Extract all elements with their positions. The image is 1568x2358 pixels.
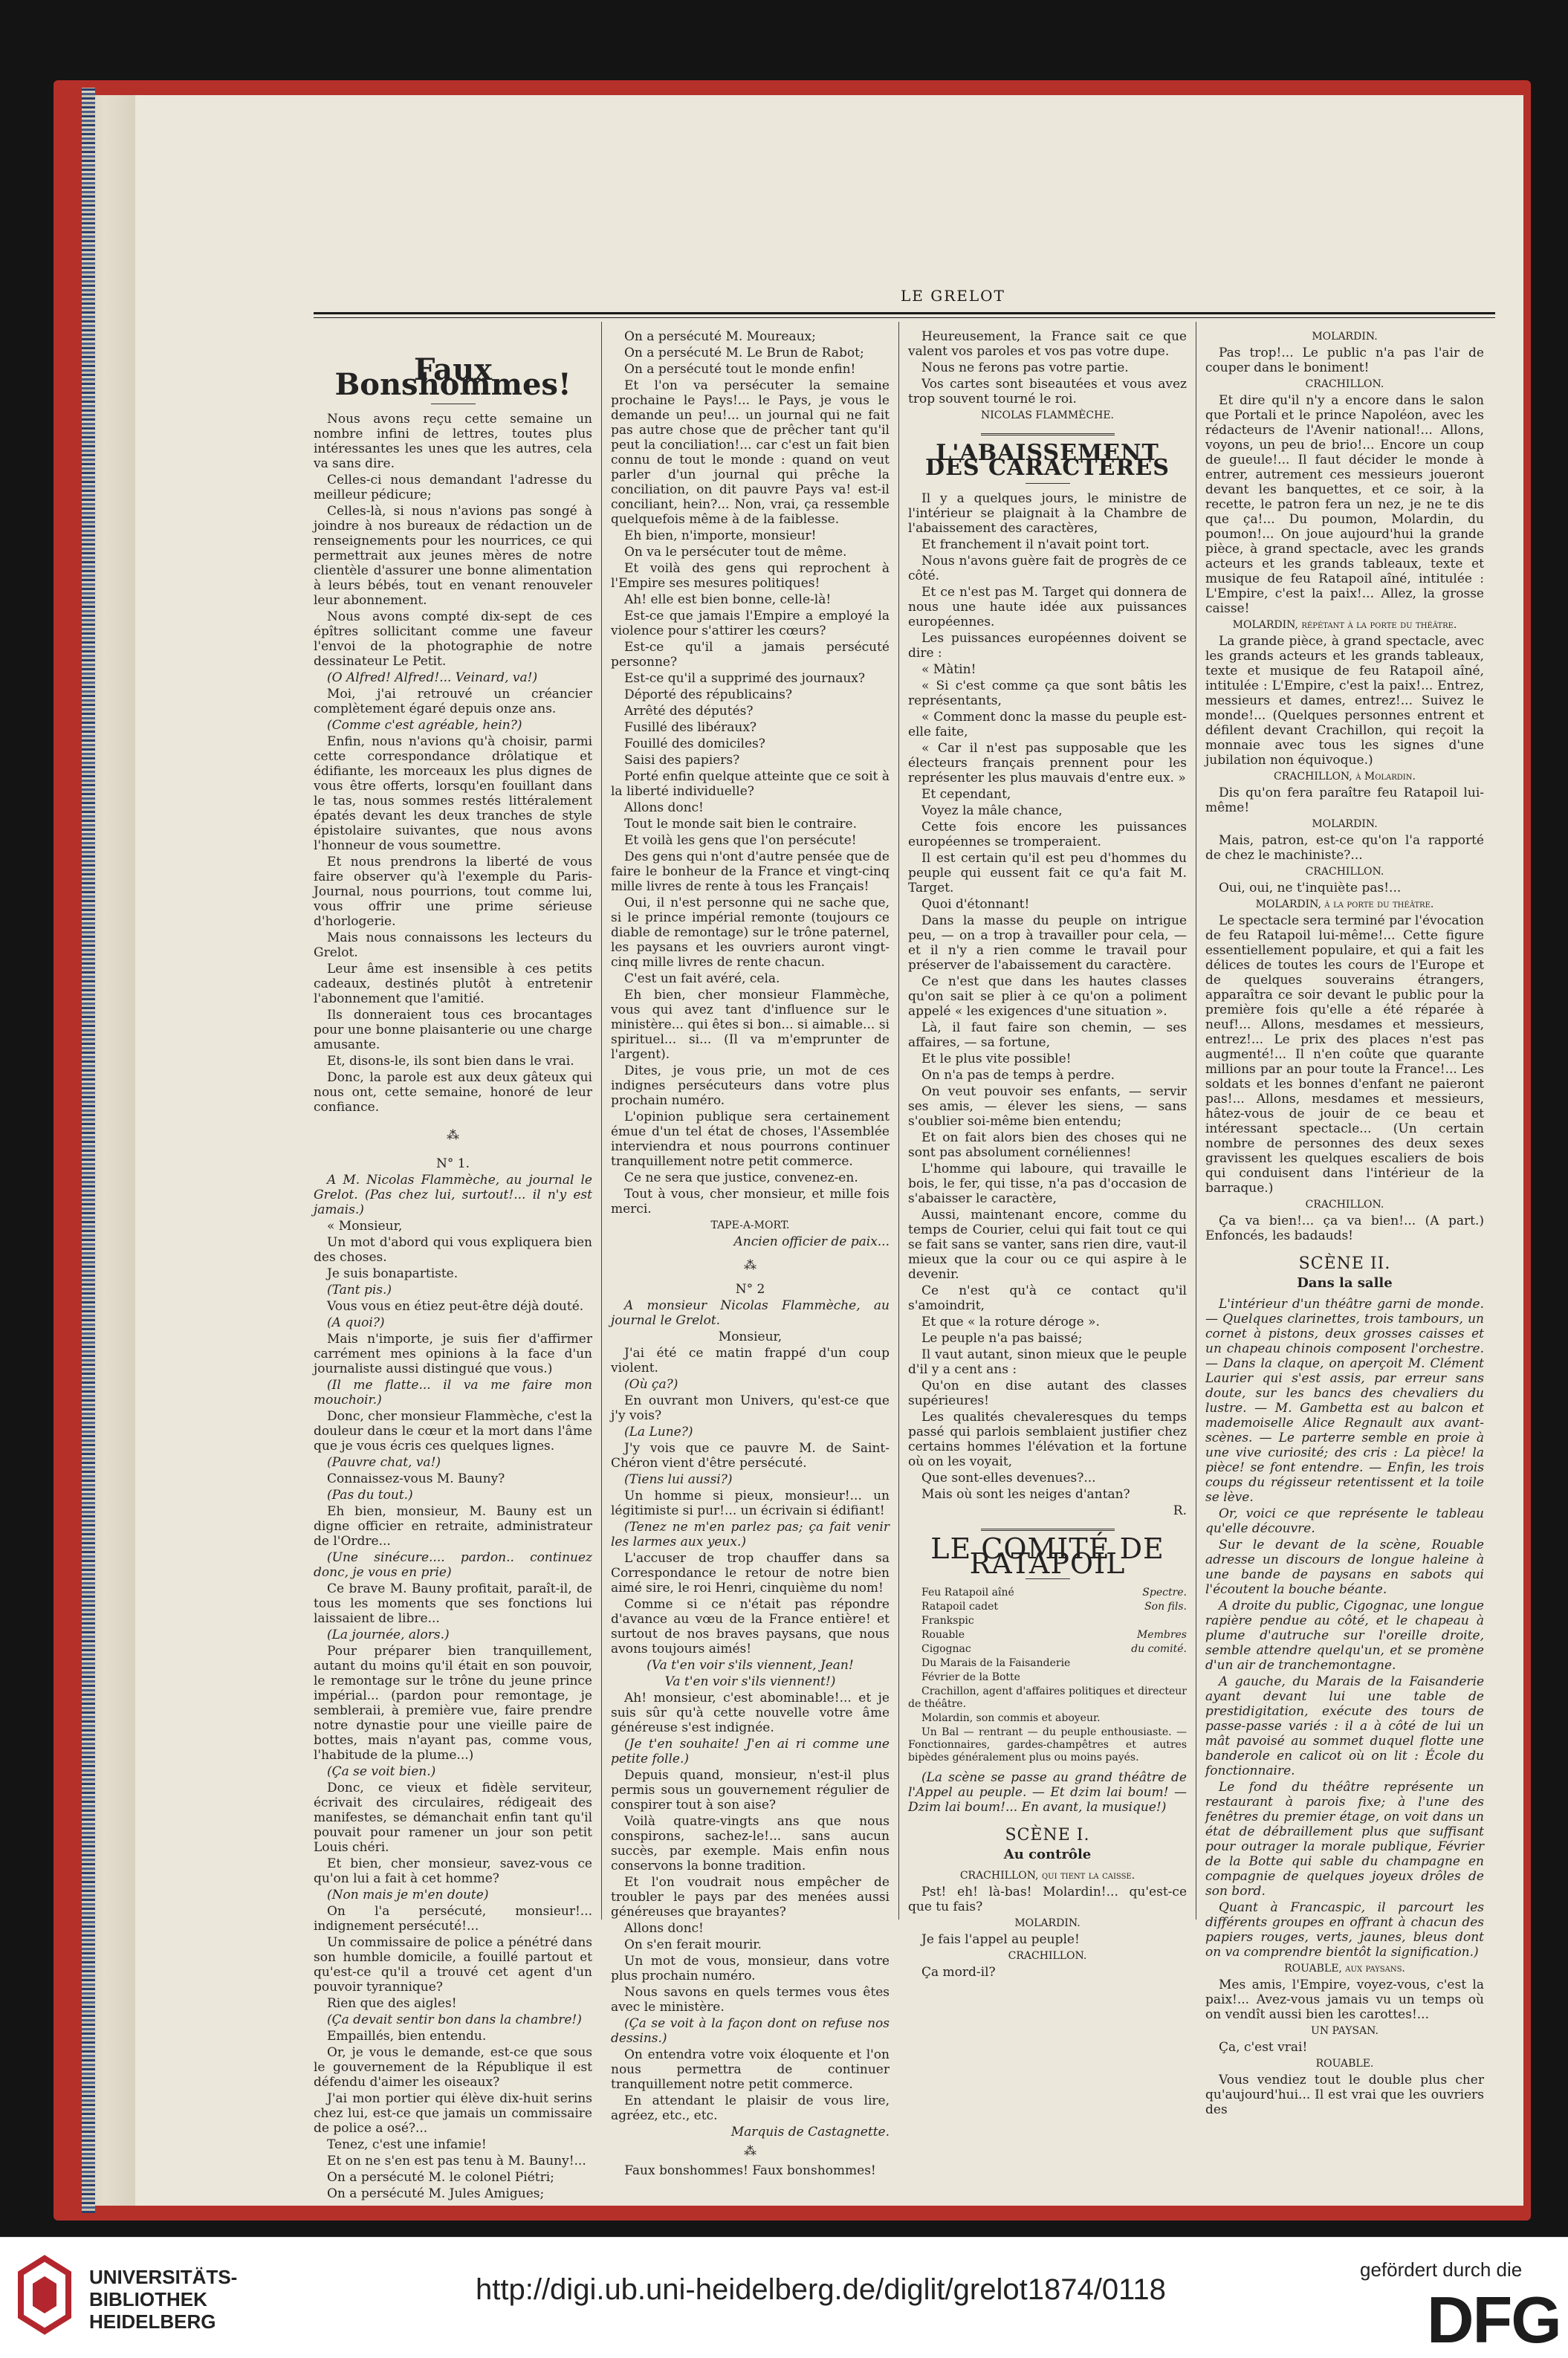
letter-line: (La journée, alors.) <box>327 1627 450 1642</box>
stage-setting: (La scène se passe au grand théâtre de l'Appel au peuple. — Et dzim lai boum! — Dzim lai boum!... En avant, la musique!) <box>908 1770 1187 1815</box>
letter-line: On s'en ferait mourir. <box>624 1937 762 1952</box>
paragraph: Et nous prendrons la liberté de vous faire observer qu'à l'exemple du Paris-Journal, nous pourrions, tout comme lui, vous offrir une prime sérieuse d'horlogerie. <box>314 855 592 929</box>
university-name: UNIVERSITÄTS- BIBLIOTHEK HEIDELBERG <box>89 2266 238 2333</box>
paragraph: Que sont-elles devenues?... <box>921 1471 1096 1486</box>
dfg-logo: DFG <box>1427 2283 1561 2357</box>
letter-number: N° 1. <box>436 1156 470 1171</box>
column-2 <box>611 329 890 2180</box>
paragraph: Fusillé des libéraux? <box>624 720 757 735</box>
letter-salutation: Monsieur, <box>718 1329 783 1344</box>
letter-line: J'y vois que ce pauvre M. de Saint-Chéron vient d'être persécuté. <box>611 1441 890 1471</box>
paragraph: On a persécuté M. Moureaux; <box>624 329 816 344</box>
paragraph: Celles-là, si nous n'avions pas songé à joindre à nos bureaux de rédaction un de renseignements pour les nourrices, ce qui permettrait aux jeunes mères de notre clientèle d'assurer une bonne alimentation à leurs bébés, tout en venant renouveler leur abonnement. <box>314 504 592 608</box>
ornamental-divider <box>981 433 1115 435</box>
cast-entry: Frankspic <box>921 1615 974 1627</box>
paragraph: Ce n'est que dans les hautes classes qu'on sait se plier à ce qu'on a poliment appelé « les exigences d'une situation ». <box>908 974 1187 1019</box>
letter-line: Un mot d'abord qui vous expliquera bien des choses. <box>314 1235 592 1265</box>
letter-line: Un homme si pieux, monsieur!... un légitimiste si pur!... un écrivain si édifiant! <box>611 1489 890 1518</box>
paragraph: Eh bien, cher monsieur Flammèche, vous qui avez tant d'influence sur le ministère... qui êtes si bon... si aimable... si spirituel... si... (Il va m'emprunter de l'argent). <box>611 988 890 1062</box>
speaker: MOLARDIN, répétant à la porte du théâtre. <box>1232 619 1457 631</box>
speaker: ROUABLE, aux paysans. <box>1284 1963 1405 1975</box>
letter-line: On entendra votre voix éloquente et l'on nous permettra de continuer tranquillement notre petit commerce. <box>611 2047 890 2092</box>
stage-direction: Sur le devant de la scène, Rouable adresse un discours de longue haleine à une bande de paysans en sabots qui l'écoutent la bouche béante. <box>1205 1538 1484 1597</box>
letter-line: (Tant pis.) <box>327 1283 392 1298</box>
paragraph: « Si c'est comme ça que sont bâtis les représentants, <box>908 678 1187 708</box>
paragraph: Est-ce que jamais l'Empire a employé la violence pour s'attirer les cœurs? <box>611 609 890 638</box>
scene-location: Dans la salle <box>1297 1275 1393 1291</box>
newspaper-page <box>83 95 1523 2206</box>
letter-line: L'accuser de trop chauffer dans sa Correspondance le retour de notre bien aimé sire, le roi Henri, cinquième du nom! <box>611 1551 890 1596</box>
letter-line: Eh bien, monsieur, M. Bauny est un digne officier en retraite, administrateur de l'Ordre... <box>314 1504 592 1549</box>
letter-line: Va t'en voir s'ils viennent!) <box>664 1674 836 1689</box>
stage-direction: Quant à Francaspic, il parcourt les différents groupes en offrant à chacun des papiers rouges, verts, jaunes, bleus dont on va comprendre bientôt la signification.) <box>1205 1900 1484 1960</box>
letter-line: J'ai été ce matin frappé d'un coup violent. <box>611 1346 890 1376</box>
paragraph: « Car il n'est pas supposable que les électeurs français prennent pour les représenter les plus mauvais d'entre eux. » <box>908 741 1187 786</box>
letter-address: A monsieur Nicolas Flammèche, au journal le Grelot. <box>611 1298 890 1328</box>
stage-direction: A droite du public, Cigognac, une longue rapière pendue au côté, et le chapeau à plume d'autruche sur l'oreille droite, semble attendre quelqu'un, et se promène d'un air de tranchemontagne. <box>1205 1599 1484 1673</box>
signature: R. <box>1173 1503 1187 1518</box>
paragraph: Porté enfin quelque atteinte que ce soit à la liberté individuelle? <box>611 769 890 799</box>
university-seal-icon <box>15 2254 74 2336</box>
letter-line: (Non mais je m'en doute) <box>327 1888 489 1902</box>
paragraph: Est-ce qu'il a supprimé des journaux? <box>624 671 865 686</box>
paragraph: Ils donneraient tous ces brocantages pour une bonne plaisanterie ou une charge amusante. <box>314 1008 592 1052</box>
letter-line: Rien que des aigles! <box>327 1996 457 2011</box>
letter-number: N° 2 <box>735 1282 765 1297</box>
letter-line: (Tiens lui aussi?) <box>624 1472 733 1487</box>
paragraph: Il vaut autant, sinon mieux que le peuple d'il y a cent ans : <box>908 1347 1187 1377</box>
paragraph: Et que « la roture déroge ». <box>921 1315 1100 1329</box>
paragraph: « Comment donc la masse du peuple est-elle faite, <box>908 710 1187 739</box>
paragraph: Et l'on va persécuter la semaine prochaine le Pays!... le Pays, je vous le demande un peu!... un journal qui ne fait pas autre chose que de prêcher tant qu'il peut la conciliation!... car c'est un fait bien connu de tout le monde : quand on veut parler d'un journal qui prêche la conciliation, on dit pauvre Pays va! est-il conciliant, hein?... Non, vrai, ça ressemble quelquefois même à de la faiblesse. <box>611 378 890 527</box>
paragraph: Aussi, maintenant encore, comme du temps de Courier, celui qui fait tout ce qui se fait sans se vanter, sans rien dire, vaut-il mieux que la cour ou ce qui aspire à le devenir. <box>908 1208 1187 1282</box>
letter-line: (Il me flatte... il va me faire mon mouchoir.) <box>314 1378 592 1408</box>
letter-line: Un mot de vous, monsieur, dans votre plus prochain numéro. <box>611 1954 890 1983</box>
paragraph: Cette fois encore les puissances européennes se tromperaient. <box>908 820 1187 849</box>
speaker: CRACHILLON, à Molardin. <box>1274 771 1416 783</box>
paragraph: On va le persécuter tout de même. <box>624 545 847 560</box>
letter-line: Donc, cher monsieur Flammèche, c'est la douleur dans le cœur et la mort dans l'âme que je vous écris ces quelques lignes. <box>314 1409 592 1454</box>
paragraph: Le peuple n'a pas baissé; <box>921 1331 1083 1346</box>
asterism: ⁂ <box>744 2144 757 2159</box>
letter-line: Pour préparer bien tranquillement, autant du moins qu'il était en son pouvoir, le remontage sur le trône du jeune prince impérial... (pardon pour remontage, je sembleraii, à première vue, faire prendre notre dynastie pour une vieille paire de bottes, mais n'ayant pas, comme vous, l'habitude de la plume...) <box>314 1644 592 1763</box>
column-3 <box>908 329 1187 1981</box>
paragraph: Et le plus vite possible! <box>921 1052 1072 1066</box>
letter-line: Voilà quatre-vingts ans que nous conspirons, sachez-le!... sans aucun succès, par exemple. Mais enfin nous conservons la bonne tradition. <box>611 1814 890 1873</box>
paragraph: Et, disons-le, ils sont bien dans le vrai. <box>327 1054 574 1069</box>
paragraph: Tout à vous, cher monsieur, et mille fois merci. <box>611 1187 890 1217</box>
paragraph: Les qualités chevaleresques du temps passé qui parlois semblaient justifier chez certains hommes l'élévation et la fortune où on les voyait, <box>908 1410 1187 1469</box>
letter-line: Vous vous en étiez peut-être déjà douté. <box>327 1299 584 1314</box>
cast-note: Un Bal — rentrant — du peuple enthousiaste. — Fonctionnaires, gardes-champêtres et autres bipèdes généralement plus ou moins payés. <box>908 1726 1187 1763</box>
page-paper <box>135 95 1523 2206</box>
paragraph: Mais nous connaissons les lecteurs du Grelot. <box>314 930 592 960</box>
letter-line: Depuis quand, monsieur, n'est-il plus permis sous un gouvernement régulier de conspirer tout à son aise? <box>611 1768 890 1813</box>
speaker: CRACHILLON. <box>1008 1950 1087 1962</box>
signature: Marquis de Castagnette. <box>730 2125 890 2140</box>
dialogue: Dis qu'on fera paraître feu Ratapoil lui-même! <box>1205 786 1484 815</box>
paragraph: « Màtin! <box>921 662 976 677</box>
paragraph: Est-ce qu'il a jamais persécuté personne? <box>611 640 890 670</box>
paragraph: (Comme c'est agréable, hein?) <box>327 718 522 733</box>
paragraph: Dites, je vous prie, un mot de ces indignes persécuteurs dans votre plus prochain numéro. <box>611 1063 890 1108</box>
running-header: LE GRELOT <box>901 287 1005 305</box>
dialogue: Pas trop!... Le public n'a pas l'air de couper dans le boniment! <box>1205 346 1484 375</box>
speaker: UN PAYSAN. <box>1311 2025 1379 2037</box>
column-divider <box>898 322 899 1920</box>
paragraph: On n'a pas de temps à perdre. <box>921 1068 1115 1083</box>
speaker: CRACHILLON. <box>1305 866 1384 878</box>
paragraph: Déporté des républicains? <box>624 687 792 702</box>
letter-line: Et l'on voudrait nous empêcher de troubler le pays par des menées aussi généreuses que brayantes? <box>611 1875 890 1920</box>
cast-entry: Février de la Botte <box>921 1671 1020 1683</box>
dialogue: Et dire qu'il n'y a encore dans le salon que Portali et le prince Napoléon, avec les rédacteurs de l'Avenir national!... Allons, voyons, un peu de brio!... Encore un coup de gueule!... Il faut décider le monde à entrer, autrement ces messieurs joueront devant les banquettes, et ce soir, à la recette, le patron fera un nez, je ne te dis que ça!... Du poumon, Molardin, du poumon!... On joue aujourd'hui la grande pièce, à grand spectacle, avec les grands acteurs et les grands tableaux, texte et musique de feu Ratapoil aîné, intitulée : L'Empire, c'est la paix!... Allez, la grosse caisse! <box>1205 393 1484 616</box>
letter-line: (Pas du tout.) <box>327 1488 413 1503</box>
paragraph: Ce n'est qu'à ce contact qu'il s'amoindrit, <box>908 1283 1187 1313</box>
letter-line: (Va t'en voir s'ils viennent, Jean! <box>647 1658 854 1673</box>
paragraph: Moi, j'ai retrouvé un créancier complètement égaré depuis onze ans. <box>314 687 592 716</box>
paragraph: Voyez la mâle chance, <box>921 803 1063 818</box>
paragraph: Ce ne sera que justice, convenez-en. <box>624 1170 858 1185</box>
paragraph: Nous ne ferons pas votre partie. <box>921 360 1129 375</box>
header-rule-thin <box>314 317 1495 318</box>
paragraph: Et on fait alors bien des choses qui ne sont pas absolument cornéliennes! <box>908 1130 1187 1160</box>
stage-direction: Le fond du théâtre représente un restaurant à parois fixe; à l'une des fenêtres du premier étage, on voit dans un état de débraillement plus que suffisant pour outrager la morale publique, Février de la Botte qui sable du champagne en compagnie de quelques joyeux drôles de son bord. <box>1205 1780 1484 1899</box>
paragraph: Fouillé des domiciles? <box>624 736 765 751</box>
signature: NICOLAS FLAMMÈCHE. <box>980 409 1115 421</box>
letter-line: Empaillés, bien entendu. <box>327 2029 487 2044</box>
dialogue: Ça va bien!... ça va bien!... (A part.) Enfoncés, les badauds! <box>1205 1214 1484 1243</box>
signature: TAPE-A-MORT. <box>710 1220 790 1231</box>
paragraph: Ah! elle est bien bonne, celle-là! <box>624 592 832 607</box>
speaker: CRACHILLON. <box>1305 378 1384 390</box>
speaker: CRACHILLON. <box>1305 1199 1384 1211</box>
cast-entry: Rouable Membres <box>921 1629 1187 1641</box>
speaker: MOLARDIN. <box>1014 1917 1081 1929</box>
letter-line: J'ai mon portier qui élève dix-huit serins chez lui, est-ce que jamais un commissaire de police a osé?... <box>314 2091 592 2136</box>
cast-entry: Cigognac du comité. <box>921 1643 1187 1655</box>
dialogue: Mes amis, l'Empire, voyez-vous, c'est la paix!... Avez-vous jamais vu un temps où on vendît aussi bien les carottes!... <box>1205 1978 1484 2022</box>
letter-line: Tenez, c'est une infamie! <box>327 2137 487 2152</box>
cast-entry: Du Marais de la Faisanderie <box>921 1657 1071 1669</box>
paragraph: Nous avons reçu cette semaine un nombre infini de lettres, toutes plus intéressantes les unes que les autres, cela va sans dire. <box>314 412 592 471</box>
letter-line: Et bien, cher monsieur, savez-vous ce qu'on lui a fait à cet homme? <box>314 1856 592 1886</box>
paragraph: Quoi d'étonnant! <box>921 897 1030 912</box>
dialogue: Pst! eh! là-bas! Molardin!... qu'est-ce que tu fais? <box>908 1885 1187 1914</box>
letter-line: En ouvrant mon Univers, qu'est-ce que j'y vois? <box>611 1393 890 1423</box>
asterism: ⁂ <box>447 1128 459 1143</box>
stage-direction: A gauche, du Marais de la Faisanderie ayant devant lui une table de prestidigitation, exécute des tours de passe-passe variés : il a à côté de lui un mât pavoisé au sommet duquel flotte une banderole en calicot où on lit : École du fonctionnaire. <box>1205 1674 1484 1778</box>
letter-line: Nous savons en quels termes vous êtes avec le ministère. <box>611 1985 890 2015</box>
paragraph: Leur âme est insensible à ces petits cadeaux, destinés plutôt à entretenir l'abonnement que l'amitié. <box>314 962 592 1006</box>
funding-note: gefördert durch die <box>1360 2258 1523 2281</box>
letter-line: Je suis bonapartiste. <box>327 1266 459 1281</box>
digitization-footer <box>0 2237 1568 2357</box>
scene-location: Au contrôle <box>1003 1847 1092 1862</box>
paragraph: Là, il faut faire son chemin, — ses affaires, — sa fortune, <box>908 1020 1187 1050</box>
dialogue: La grande pièce, à grand spectacle, avec les grands acteurs et les grands tableaux, texte et musique de feu Ratapoil aîné, intitulée : L'Empire, c'est la paix!... Entrez, messieurs et dames, entrez!... Suivez le monde!... (Quelques personnes entrent et défilent devant Crachillon, qui reçoit la monnaie avec tous les signes d'une jubilation non équivoque.) <box>1205 634 1484 768</box>
letter-line: (Ça se voit à la façon dont on refuse nos dessins.) <box>611 2016 890 2046</box>
paragraph: Mais où sont les neiges d'antan? <box>921 1487 1130 1502</box>
stage-direction: Or, voici ce que représente le tableau qu'elle découvre. <box>1205 1506 1484 1536</box>
cast-entry: Ratapoil cadet Son fils. <box>921 1601 1187 1613</box>
dialogue: Mais, patron, est-ce qu'on l'a rapporté de chez le machiniste?... <box>1205 833 1484 863</box>
letter-line: Mais n'importe, je suis fier d'affirmer carrément mes opinions à la face d'un journaliste aussi distingué que vous.) <box>314 1332 592 1376</box>
letter-line: Connaissez-vous M. Bauny? <box>327 1471 505 1486</box>
letter-line: Ah! monsieur, c'est abominable!... et je suis sûr qu'à cette nouvelle votre âme généreuse s'est indignée. <box>611 1691 890 1735</box>
paragraph: Celles-ci nous demandant l'adresse du meilleur pédicure; <box>314 473 592 502</box>
speaker: ROUABLE. <box>1315 2058 1374 2070</box>
scene-heading: SCÈNE II. <box>1298 1254 1391 1273</box>
letter-line: (Ça devait sentir bon dans la chambre!) <box>327 2012 582 2027</box>
paragraph: Des gens qui n'ont d'autre pensée que de faire le bonheur de la France et vingt-cinq mille livres de rente à tous les Français! <box>611 849 890 894</box>
paragraph: Enfin, nous n'avions qu'à choisir, parmi cette correspondance drôlatique et édifiante, les morceaux les plus dignes de vous être offerts, lorsqu'en fouillant dans le tas, nous sommes restés littéralement épatés devant les deux tranches de style épistolaire suivantes, que nous avons l'honneur de vous soumettre. <box>314 734 592 853</box>
letter-line: On l'a persécuté, monsieur!... indignement persécuté!... <box>314 1904 592 1934</box>
column-divider <box>601 322 602 1920</box>
title-divider <box>1026 483 1070 484</box>
letter-line: Allons donc! <box>624 1921 704 1936</box>
paragraph: Et cependant, <box>921 787 1011 802</box>
paragraph: L'homme qui laboure, qui travaille le bois, le fer, qui tisse, n'a pas d'occasion de s'abaisser le caractère, <box>908 1162 1187 1206</box>
paragraph: Vos cartes sont biseautées et vous avez trop souvent tourné le roi. <box>908 377 1187 407</box>
letter-line: (Tenez ne m'en parlez pas; ça fait venir les larmes aux yeux.) <box>611 1520 890 1549</box>
column-1 <box>314 329 592 2203</box>
paragraph: Eh bien, n'importe, monsieur! <box>624 528 817 543</box>
paragraph: Arrêté des députés? <box>624 704 754 719</box>
paragraph: Il est certain qu'il est peu d'hommes du peuple qui eussent fait ce qu'a fait M. Target. <box>908 851 1187 895</box>
dialogue: Vous vendiez tout le double plus cher qu'aujourd'hui... Il est vrai que les ouvriers des <box>1205 2073 1484 2117</box>
speaker: CRACHILLON, qui tient la caisse. <box>959 1870 1135 1882</box>
letter-line: Un commissaire de police a pénétré dans son humble domicile, a fouillé partout et qu'est-ce qu'il a trouvé cet agent d'un pouvoir tyrannique? <box>314 1935 592 1995</box>
paragraph: On veut pouvoir ses enfants, — servir ses amis, — élever les siens, — sans s'oublier soi-même bien entendu; <box>908 1084 1187 1129</box>
paragraph: Saisi des papiers? <box>624 753 740 768</box>
speaker: MOLARDIN. <box>1312 818 1378 830</box>
asterism: ⁂ <box>744 1258 757 1273</box>
letter-line: Et on ne s'en est pas tenu à M. Bauny!... <box>327 2154 586 2168</box>
paragraph: Tout le monde sait bien le contraire. <box>624 817 857 832</box>
paragraph: Et voilà les gens que l'on persécute! <box>624 833 857 848</box>
stage-direction: L'intérieur d'un théâtre garni de monde. — Quelques clarinettes, trois tambours, un cornet à pistons, deux grosses caisses et un chapeau chinois composent l'orchestre. — Dans la claque, on aperçoit M. Clément Laurier qui s'est assis, par erreur sans doute, sur les bancs des chevaliers du lustre. — M. Gambetta est au balcon et mademoiselle Alice Regnault aux avant-scènes. — Le parterre semble en proie à une vive curiosité; des cris : La pièce! la pièce! se font entendre. — Enfin, les trois coups du régisseur retentissent et la toile se lève. <box>1205 1297 1484 1505</box>
paragraph: Heureusement, la France sait ce que valent vos paroles et vos pas votre dupe. <box>908 329 1187 359</box>
paragraph: Et ce n'est pas M. Target qui donnera de nous une haute idée aux puissances européennes. <box>908 585 1187 629</box>
paragraph: Nous n'avons guère fait de progrès de ce côté. <box>908 554 1187 583</box>
cast-entry: Feu Ratapoil aîné Spectre. <box>921 1587 1187 1599</box>
paragraph: On a persécuté M. Le Brun de Rabot; <box>624 346 864 360</box>
paragraph: Et voilà des gens qui reprochent à l'Empire ses mesures politiques! <box>611 561 890 591</box>
paragraph: Il y a quelques jours, le ministre de l'intérieur se plaignait à la Chambre de l'abaissement des caractères, <box>908 491 1187 536</box>
letter-line: Or, je vous le demande, est-ce que sous le gouvernement de la République il est défendu d'aimer les oiseaux? <box>314 2045 592 2090</box>
dialogue: Oui, oui, ne t'inquiète pas!... <box>1219 881 1402 895</box>
paragraph: Qu'on en dise autant des classes supérieures! <box>908 1379 1187 1408</box>
letter-line: (Une sinécure.... pardon.. continuez donc, je vous en prie) <box>314 1550 592 1580</box>
paragraph: L'opinion publique sera certainement émue d'un tel état de choses, l'Assemblée interviendra et nous pourrons continuer tranquillement notre petit commerce. <box>611 1110 890 1169</box>
scene-heading: SCÈNE I. <box>1005 1826 1090 1844</box>
permalink-url[interactable]: http://digi.ub.uni-heidelberg.de/diglit/grelot1874/0118 <box>476 2273 1166 2306</box>
paragraph: Les puissances européennes doivent se dire : <box>908 631 1187 661</box>
article-title-abaissement: L'ABAISSEMENT DES CARACTÈRES <box>925 440 1170 481</box>
letter-line: Ce brave M. Bauny profitait, paraît-il, de tous les moments que ses fonctions lui laissaient de libre... <box>314 1581 592 1626</box>
letter-line: Comme si ce n'était pas répondre d'avance au vœu de la France entière! et surtout de nos braves paysans, que nous avons toujours aimés! <box>611 1597 890 1656</box>
letter-line: (Je t'en souhaite! J'en ai ri comme une petite folle.) <box>611 1737 890 1766</box>
closing-line: Faux bonshommes! Faux bonshommes! <box>624 2163 876 2178</box>
cast-list <box>908 1587 1187 1764</box>
dialogue: Le spectacle sera terminé par l'évocation de feu Ratapoil lui-même!... Cette figure essentiellement populaire, et qui a fait les délices de toutes les cours de l'Europe et de quelques souverains étrangers, apparaîtra ce soir devant le public pour la première fois qu'elle a été réparée à neuf!... Allons, mesdames et messieurs, entrez!... Le prix des places n'est pas augmenté!... Il n'en coûte que quarante millions par an pour toute la France!... Les soldats et les bonnes d'enfant ne paieront pas!... Allons, mesdames et messieurs, hâtez-vous de jouir de ce beau et intéressant spectacle... (Un certain nombre de personnes des deux sexes gravissent les quelques escaliers de bois qui conduisent dans l'intérieur de la barraque.) <box>1205 913 1484 1196</box>
dialogue: Ça mord-il? <box>921 1965 996 1980</box>
letter-line: (A quoi?) <box>327 1315 385 1330</box>
cast-note: Crachillon, agent d'affaires politiques et directeur de théâtre. <box>908 1685 1187 1710</box>
paragraph: Nous avons compté dix-sept de ces épîtres sollicitant comme une faveur l'envoi de la photographie de notre dessinateur Le Petit. <box>314 609 592 669</box>
paragraph: Allons donc! <box>624 800 704 815</box>
letter-line: En attendant le plaisir de vous lire, agréez, etc., etc. <box>611 2093 890 2123</box>
letter-line: Donc, ce vieux et fidèle serviteur, écrivait des circulaires, rédigeait des manifestes, se démanchait enfin tant qu'il pouvait pour ramener un jour son petit Louis chéri. <box>314 1781 592 1855</box>
paragraph: Donc, la parole est aux deux gâteux qui nous ont, cette semaine, honoré de leur confiance. <box>314 1070 592 1115</box>
ornamental-divider <box>981 1529 1115 1531</box>
column-4 <box>1205 329 1484 2119</box>
marbled-spine <box>82 88 95 2213</box>
letter-line: (Pauvre chat, va!) <box>327 1455 441 1470</box>
signature-title: Ancien officier de paix... <box>733 1234 890 1249</box>
letter-line: (Où ça?) <box>624 1377 678 1392</box>
letter-line: On a persécuté M. le colonel Piétri; <box>327 2170 554 2185</box>
speaker: MOLARDIN. <box>1312 331 1378 343</box>
cast-note: Molardin, son commis et aboyeur. <box>921 1712 1101 1724</box>
paragraph: Et franchement il n'avait point tort. <box>921 537 1150 552</box>
article-title-comite-ratapoil: LE COMITÉ DE RATAPOIL <box>930 1532 1164 1580</box>
speaker: MOLARDIN, à la porte du théâtre. <box>1255 898 1434 910</box>
letter-line: (Ça se voit bien.) <box>327 1764 436 1779</box>
paragraph: Dans la masse du peuple on intrigue peu, — on a trop à travailler pour cela, — et il n'y a rien comme le travail pour préserver de l'abaissement du caractère. <box>908 913 1187 973</box>
paragraph: On a persécuté tout le monde enfin! <box>624 362 856 377</box>
letter-address: A M. Nicolas Flammèche, au journal le Grelot. (Pas chez lui, surtout!... il n'y est jamais.) <box>314 1173 592 1217</box>
letter-line: (La Lune?) <box>624 1425 693 1439</box>
letter-line: On a persécuté M. Jules Amigues; <box>327 2186 545 2201</box>
dialogue: Je fais l'appel au peuple! <box>921 1932 1080 1947</box>
letter-salutation: « Monsieur, <box>327 1219 403 1234</box>
dialogue: Ça, c'est vrai! <box>1219 2040 1308 2055</box>
paragraph: C'est un fait avéré, cela. <box>624 971 780 986</box>
paragraph: (O Alfred! Alfred!... Veinard, va!) <box>327 670 538 685</box>
article-title-faux-bonshommes: Faux Bonshommes! <box>334 352 571 402</box>
header-rule <box>314 312 1495 314</box>
paragraph: Oui, il n'est personne qui ne sache que, si le prince impérial remonte (toujours ce diable de remontage) sur le trône paternel, les paysans et les ouvriers auront vingt-cinq mille livres de rente chacun. <box>611 895 890 970</box>
